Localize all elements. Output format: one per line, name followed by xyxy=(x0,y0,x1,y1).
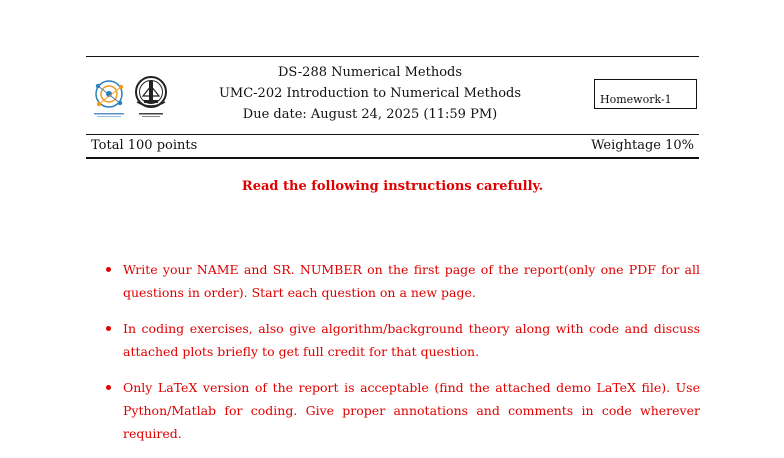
instruction-text: Write your NAME and SR. NUMBER on the first page of the report(only one PDF for all questions in order). Start each question on a new page. xyxy=(123,262,700,300)
header-top-rule xyxy=(86,56,699,57)
list-item xyxy=(106,258,700,304)
assignment-label-box xyxy=(594,79,697,109)
bullet-icon xyxy=(106,267,111,272)
assignment-label: Homework-1 xyxy=(600,93,672,106)
total-points: Total 100 points xyxy=(91,138,198,153)
instruction-text: In coding exercises, also give algorithm/background theory along with code and discuss attached plots briefly to get full credit for that question. xyxy=(123,321,700,359)
course-title-umc202: UMC-202 Introduction to Numerical Methods xyxy=(218,86,522,101)
instructions-notice: Read the following instructions carefully. xyxy=(241,179,544,194)
instructions-list xyxy=(106,258,700,458)
weightage: Weightage 10% xyxy=(591,138,694,153)
course-title-ds288: DS-288 Numerical Methods xyxy=(277,65,463,80)
bullet-icon xyxy=(106,326,111,331)
bullet-icon xyxy=(106,385,111,390)
department-logo-icon xyxy=(90,76,128,120)
header-middle-rule xyxy=(86,134,699,135)
list-item xyxy=(106,376,700,445)
course-header xyxy=(190,62,550,125)
instruction-text: Only LaTeX version of the report is acceptable (find the attached demo LaTeX file). Use Python/Matlab for coding. Give proper annotations and comments in code wherever required. xyxy=(123,380,700,441)
list-item xyxy=(106,317,700,363)
institute-emblem-icon xyxy=(131,74,171,120)
due-date: Due date: August 24, 2025 (11:59 PM) xyxy=(242,107,498,122)
header-bottom-rule xyxy=(86,157,699,159)
